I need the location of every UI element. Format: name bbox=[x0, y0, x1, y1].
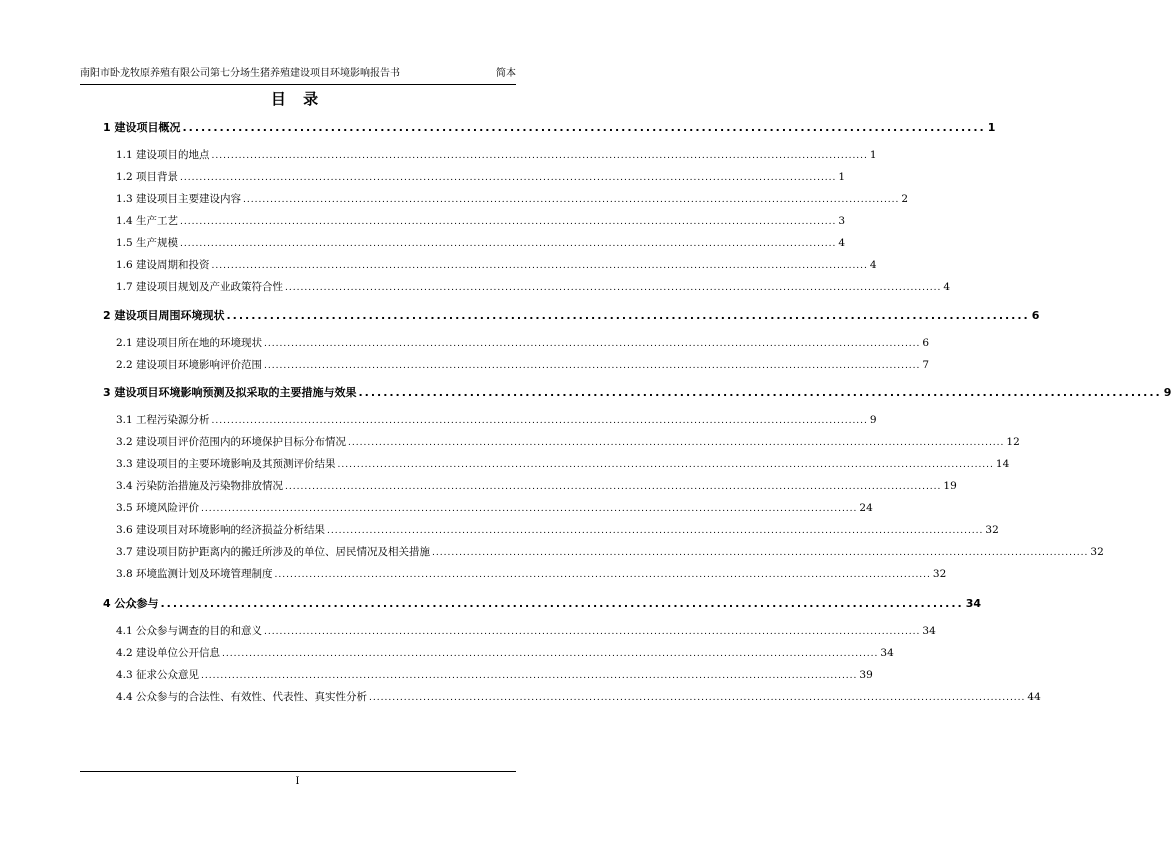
toc-entry-label: 1 建设项目概况 bbox=[103, 121, 181, 134]
toc-entry-page: 12 bbox=[1006, 436, 1020, 448]
toc-title: 目 录 bbox=[270, 90, 325, 108]
toc-leader-dots: .......................................................................................................................................................................... bbox=[222, 649, 879, 659]
header-divider bbox=[80, 84, 516, 85]
toc-entry-3-1[interactable] bbox=[116, 413, 877, 428]
toc-entry-4-2[interactable] bbox=[116, 646, 894, 661]
toc-entry-1-1[interactable] bbox=[116, 148, 877, 163]
toc-entry-label: 4.4 公众参与的合法性、有效性、代表性、真实性分析 bbox=[116, 691, 368, 703]
toc-entry-label: 3.8 环境监测计划及环境管理制度 bbox=[116, 568, 273, 580]
toc-entry-label: 3.4 污染防治措施及污染物排放情况 bbox=[116, 480, 284, 492]
toc-leader-dots: .................................................................................................................................. bbox=[160, 597, 964, 610]
toc-entry-label: 3.5 环境风险评价 bbox=[116, 502, 200, 514]
page-header bbox=[80, 66, 516, 82]
toc-entry-4-3[interactable] bbox=[116, 668, 873, 683]
toc-entry-4-1[interactable] bbox=[116, 624, 936, 639]
toc-entry-page: 14 bbox=[995, 458, 1010, 470]
toc-entry-1-2[interactable] bbox=[116, 170, 846, 185]
toc-entry-label: 3.2 建设项目评价范围内的环境保护目标分布情况 bbox=[116, 436, 347, 448]
toc-entry-label: 3.6 建设项目对环境影响的经济损益分析结果 bbox=[116, 524, 326, 536]
toc-entry-label: 3 建设项目环境影响预测及拟采取的主要措施与效果 bbox=[103, 386, 357, 399]
toc-entry-page: 32 bbox=[985, 524, 999, 536]
toc-entry-label: 3.7 建设项目防护距离内的搬迁所涉及的单位、居民情况及相关措施 bbox=[116, 546, 431, 558]
toc-entry-label: 1.6 建设周期和投资 bbox=[116, 259, 210, 271]
header-document-title: 南阳市卧龙牧原养殖有限公司第七分场生猪养殖建设项目环境影响报告书 bbox=[80, 68, 400, 79]
header-version-label: 简本 bbox=[496, 68, 516, 79]
toc-entry-3-6[interactable] bbox=[116, 523, 999, 538]
toc-entry-page: 24 bbox=[859, 502, 873, 514]
toc-entry-page: 32 bbox=[932, 568, 947, 580]
toc-entry-page: 9 bbox=[869, 414, 877, 426]
toc-leader-dots: .......................................................................................................................................................................... bbox=[285, 482, 942, 492]
toc-entry-1-5[interactable] bbox=[116, 236, 846, 251]
footer-divider bbox=[80, 771, 516, 772]
toc-entry-label: 3.3 建设项目的主要环境影响及其预测评价结果 bbox=[116, 458, 336, 470]
toc-entry-label: 2.1 建设项目所在地的环境现状 bbox=[116, 337, 263, 349]
toc-leader-dots: .......................................................................................................................................................................... bbox=[274, 570, 931, 580]
toc-entry-label: 3.1 工程污染源分析 bbox=[116, 414, 210, 426]
toc-leader-dots: .......................................................................................................................................................................... bbox=[211, 151, 868, 161]
toc-entry-page: 1 bbox=[838, 171, 846, 183]
toc-entry-3[interactable] bbox=[103, 386, 1171, 400]
toc-entry-4[interactable] bbox=[103, 597, 982, 611]
toc-leader-dots: .......................................................................................................................................................................... bbox=[432, 548, 1089, 558]
toc-leader-dots: .......................................................................................................................................................................... bbox=[337, 460, 994, 470]
toc-entry-2-1[interactable] bbox=[116, 336, 930, 351]
toc-entry-label: 1.3 建设项目主要建设内容 bbox=[116, 193, 242, 205]
toc-entry-label: 2.2 建设项目环境影响评价范围 bbox=[116, 359, 263, 371]
toc-entry-page: 6 bbox=[922, 337, 930, 349]
toc-entry-1-7[interactable] bbox=[116, 280, 951, 295]
toc-entry-page: 9 bbox=[1163, 386, 1171, 399]
toc-entry-page: 2 bbox=[901, 193, 909, 205]
toc-entry-page: 6 bbox=[1031, 309, 1040, 322]
toc-leader-dots: .......................................................................................................................................................................... bbox=[369, 693, 1026, 703]
toc-entry-label: 4 公众参与 bbox=[103, 597, 159, 610]
toc-leader-dots: .......................................................................................................................................................................... bbox=[264, 627, 921, 637]
toc-entry-1-6[interactable] bbox=[116, 258, 877, 273]
toc-entry-page: 34 bbox=[880, 647, 894, 659]
toc-leader-dots: .................................................................................................................................. bbox=[226, 309, 1030, 322]
toc-entry-label: 4.1 公众参与调查的目的和意义 bbox=[116, 625, 263, 637]
toc-entry-label: 1.7 建设项目规划及产业政策符合性 bbox=[116, 281, 284, 293]
toc-entry-3-8[interactable] bbox=[116, 567, 947, 582]
toc-leader-dots: .......................................................................................................................................................................... bbox=[348, 438, 1005, 448]
toc-entry-1[interactable] bbox=[103, 121, 996, 135]
toc-entry-page: 1 bbox=[869, 149, 877, 161]
toc-entry-page: 39 bbox=[859, 669, 873, 681]
toc-entry-page: 34 bbox=[965, 597, 982, 610]
toc-entry-page: 1 bbox=[987, 121, 996, 134]
toc-leader-dots: .......................................................................................................................................................................... bbox=[285, 283, 942, 293]
toc-entry-page: 44 bbox=[1027, 691, 1041, 703]
toc-entry-page: 7 bbox=[922, 359, 930, 371]
toc-entry-2[interactable] bbox=[103, 309, 1040, 323]
toc-leader-dots: .......................................................................................................................................................................... bbox=[180, 239, 837, 249]
toc-entry-label: 1.2 项目背景 bbox=[116, 171, 179, 183]
toc-entry-3-4[interactable] bbox=[116, 479, 957, 494]
toc-entry-3-5[interactable] bbox=[116, 501, 873, 516]
toc-entry-1-3[interactable] bbox=[116, 192, 909, 207]
toc-leader-dots: .......................................................................................................................................................................... bbox=[211, 261, 868, 271]
toc-leader-dots: .......................................................................................................................................................................... bbox=[201, 504, 858, 514]
toc-entry-3-3[interactable] bbox=[116, 457, 1010, 472]
toc-entry-page: 3 bbox=[838, 215, 846, 227]
toc-entry-page: 34 bbox=[922, 625, 936, 637]
toc-entry-3-7[interactable] bbox=[116, 545, 1104, 560]
toc-entry-label: 1.4 生产工艺 bbox=[116, 215, 179, 227]
toc-entry-3-2[interactable] bbox=[116, 435, 1020, 450]
toc-entry-label: 4.2 建设单位公开信息 bbox=[116, 647, 221, 659]
toc-entry-label: 4.3 征求公众意见 bbox=[116, 669, 200, 681]
toc-entry-label: 1.5 生产规模 bbox=[116, 237, 179, 249]
toc-entry-4-4[interactable] bbox=[116, 690, 1041, 705]
toc-entry-page: 4 bbox=[943, 281, 951, 293]
toc-entry-1-4[interactable] bbox=[116, 214, 846, 229]
toc-leader-dots: .................................................................................................................................. bbox=[358, 386, 1162, 399]
toc-entry-2-2[interactable] bbox=[116, 358, 930, 373]
toc-leader-dots: .......................................................................................................................................................................... bbox=[264, 361, 921, 371]
toc-leader-dots: .......................................................................................................................................................................... bbox=[211, 416, 868, 426]
toc-entry-label: 1.1 建设项目的地点 bbox=[116, 149, 210, 161]
toc-leader-dots: .................................................................................................................................. bbox=[182, 121, 986, 134]
toc-leader-dots: .......................................................................................................................................................................... bbox=[180, 173, 837, 183]
toc-leader-dots: .......................................................................................................................................................................... bbox=[180, 217, 837, 227]
toc-leader-dots: .......................................................................................................................................................................... bbox=[243, 195, 900, 205]
toc-leader-dots: .......................................................................................................................................................................... bbox=[327, 526, 984, 536]
toc-leader-dots: .......................................................................................................................................................................... bbox=[201, 671, 858, 681]
toc-entry-page: 4 bbox=[838, 237, 846, 249]
toc-entry-page: 4 bbox=[869, 259, 877, 271]
toc-entry-page: 19 bbox=[943, 480, 957, 492]
toc-leader-dots: .......................................................................................................................................................................... bbox=[264, 339, 921, 349]
toc-entry-label: 2 建设项目周围环境现状 bbox=[103, 309, 225, 322]
page-number: I bbox=[295, 776, 300, 787]
toc-entry-page: 32 bbox=[1090, 546, 1104, 558]
